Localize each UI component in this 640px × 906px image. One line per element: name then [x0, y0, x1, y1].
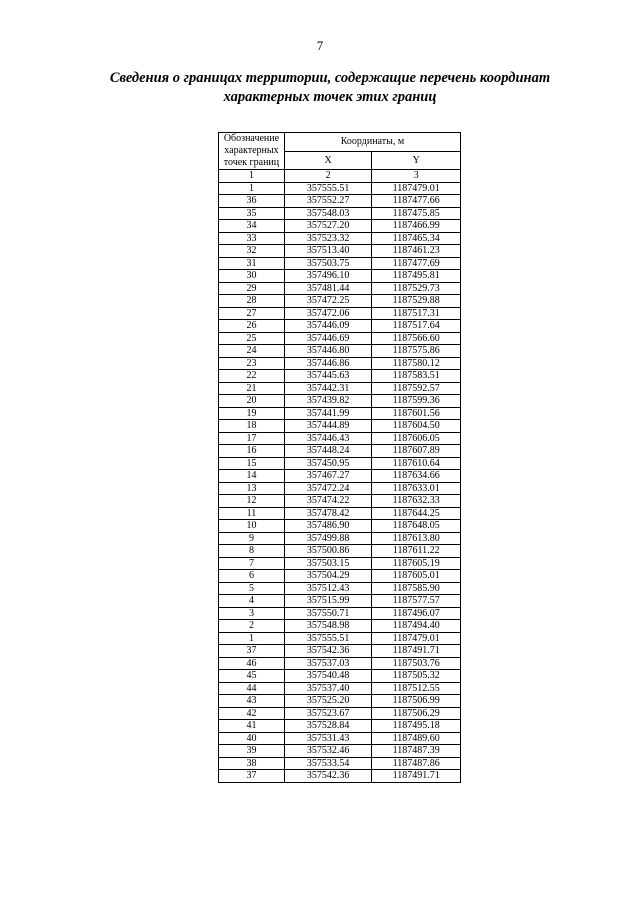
table-numbering-row	[219, 170, 461, 183]
table-row	[219, 332, 461, 345]
point-id-cell: 18	[219, 420, 285, 433]
y-coordinate-cell: 1187517.64	[372, 320, 461, 333]
y-coordinate-cell: 1187610.64	[372, 457, 461, 470]
y-header: Y	[372, 151, 461, 170]
x-coordinate-cell: 357448.24	[284, 445, 372, 458]
table-row	[219, 545, 461, 558]
y-coordinate-cell: 1187466.99	[372, 220, 461, 233]
table-row	[219, 595, 461, 608]
table-row	[219, 270, 461, 283]
y-coordinate-cell: 1187512.55	[372, 682, 461, 695]
y-coordinate-cell: 1187632.33	[372, 495, 461, 508]
y-coordinate-cell: 1187491.71	[372, 645, 461, 658]
table-row	[219, 257, 461, 270]
y-coordinate-cell: 1187605.19	[372, 557, 461, 570]
point-id-cell: 35	[219, 207, 285, 220]
y-coordinate-cell: 1187566.60	[372, 332, 461, 345]
x-coordinate-cell: 357531.43	[284, 732, 372, 745]
y-coordinate-cell: 1187479.01	[372, 632, 461, 645]
x-coordinate-cell: 357542.36	[284, 770, 372, 783]
table-row	[219, 307, 461, 320]
y-coordinate-cell: 1187479.01	[372, 182, 461, 195]
table-row	[219, 195, 461, 208]
table-row	[219, 282, 461, 295]
table-row	[219, 757, 461, 770]
table-row	[219, 420, 461, 433]
point-id-cell: 46	[219, 657, 285, 670]
numbering-cell: 2	[284, 170, 372, 183]
table-row	[219, 707, 461, 720]
y-coordinate-cell: 1187491.71	[372, 770, 461, 783]
point-id-cell: 10	[219, 520, 285, 533]
table-row	[219, 645, 461, 658]
y-coordinate-cell: 1187633.01	[372, 482, 461, 495]
y-coordinate-cell: 1187613.80	[372, 532, 461, 545]
point-id-cell: 33	[219, 232, 285, 245]
y-coordinate-cell: 1187634.66	[372, 470, 461, 483]
point-label-line-2: характерных	[224, 145, 279, 156]
point-id-cell: 17	[219, 432, 285, 445]
y-coordinate-cell: 1187580.12	[372, 357, 461, 370]
y-coordinate-cell: 1187607.89	[372, 445, 461, 458]
point-id-cell: 7	[219, 557, 285, 570]
table-header-row	[219, 133, 461, 152]
y-coordinate-cell: 1187494.40	[372, 620, 461, 633]
point-id-cell: 36	[219, 195, 285, 208]
y-coordinate-cell: 1187611.22	[372, 545, 461, 558]
table-row	[219, 582, 461, 595]
point-id-cell: 37	[219, 645, 285, 658]
point-id-cell: 27	[219, 307, 285, 320]
point-id-cell: 8	[219, 545, 285, 558]
heading-line-2: характерных точек этих границ	[223, 89, 437, 105]
point-id-cell: 16	[219, 445, 285, 458]
table-row	[219, 732, 461, 745]
x-coordinate-cell: 357446.86	[284, 357, 372, 370]
y-coordinate-cell: 1187489.60	[372, 732, 461, 745]
table-row	[219, 745, 461, 758]
x-coordinate-cell: 357500.86	[284, 545, 372, 558]
x-coordinate-cell: 357439.82	[284, 395, 372, 408]
coordinates-table	[218, 132, 461, 783]
x-coordinate-cell: 357503.75	[284, 257, 372, 270]
table-row	[219, 507, 461, 520]
x-coordinate-cell: 357450.95	[284, 457, 372, 470]
y-coordinate-cell: 1187517.31	[372, 307, 461, 320]
point-id-cell: 44	[219, 682, 285, 695]
point-id-cell: 32	[219, 245, 285, 258]
table-row	[219, 557, 461, 570]
table-row	[219, 207, 461, 220]
y-coordinate-cell: 1187503.76	[372, 657, 461, 670]
point-id-cell: 43	[219, 695, 285, 708]
table-row	[219, 220, 461, 233]
x-coordinate-cell: 357474.22	[284, 495, 372, 508]
table-row	[219, 245, 461, 258]
x-coordinate-cell: 357523.67	[284, 707, 372, 720]
x-coordinate-cell: 357445.63	[284, 370, 372, 383]
x-coordinate-cell: 357467.27	[284, 470, 372, 483]
numbering-cell: 1	[219, 170, 285, 183]
y-coordinate-cell: 1187575.86	[372, 345, 461, 358]
point-id-cell: 30	[219, 270, 285, 283]
point-id-cell: 34	[219, 220, 285, 233]
x-coordinate-cell: 357540.48	[284, 670, 372, 683]
table-row	[219, 182, 461, 195]
point-id-cell: 41	[219, 720, 285, 733]
point-label-line-3: точек границ	[223, 157, 280, 168]
y-coordinate-cell: 1187495.81	[372, 270, 461, 283]
point-id-cell: 26	[219, 320, 285, 333]
x-coordinate-cell: 357446.80	[284, 345, 372, 358]
point-id-cell: 1	[219, 182, 285, 195]
point-id-cell: 13	[219, 482, 285, 495]
x-coordinate-cell: 357446.43	[284, 432, 372, 445]
table-row	[219, 470, 461, 483]
y-coordinate-cell: 1187465.34	[372, 232, 461, 245]
y-coordinate-cell: 1187601.56	[372, 407, 461, 420]
x-coordinate-cell: 357441.99	[284, 407, 372, 420]
table-row	[219, 607, 461, 620]
point-id-cell: 14	[219, 470, 285, 483]
point-id-cell: 28	[219, 295, 285, 308]
x-coordinate-cell: 357525.20	[284, 695, 372, 708]
x-coordinate-cell: 357533.54	[284, 757, 372, 770]
coords-group-header: Координаты, м	[284, 133, 460, 152]
point-id-cell: 40	[219, 732, 285, 745]
y-coordinate-cell: 1187604.50	[372, 420, 461, 433]
point-id-cell: 37	[219, 770, 285, 783]
y-coordinate-cell: 1187506.99	[372, 695, 461, 708]
x-coordinate-cell: 357446.09	[284, 320, 372, 333]
x-coordinate-cell: 357537.40	[284, 682, 372, 695]
x-coordinate-cell: 357555.51	[284, 182, 372, 195]
x-coordinate-cell: 357504.29	[284, 570, 372, 583]
point-id-cell: 9	[219, 532, 285, 545]
table-row	[219, 345, 461, 358]
x-coordinate-cell: 357446.69	[284, 332, 372, 345]
point-id-cell: 20	[219, 395, 285, 408]
y-coordinate-cell: 1187648.05	[372, 520, 461, 533]
point-id-cell: 6	[219, 570, 285, 583]
table-row	[219, 295, 461, 308]
x-coordinate-cell: 357486.90	[284, 520, 372, 533]
table-row	[219, 570, 461, 583]
point-id-cell: 2	[219, 620, 285, 633]
x-coordinate-cell: 357523.32	[284, 232, 372, 245]
table-row	[219, 357, 461, 370]
x-coordinate-cell: 357478.42	[284, 507, 372, 520]
table-row	[219, 382, 461, 395]
table-row	[219, 320, 461, 333]
x-coordinate-cell: 357537.03	[284, 657, 372, 670]
point-id-cell: 12	[219, 495, 285, 508]
document-heading	[60, 69, 600, 107]
point-id-cell: 23	[219, 357, 285, 370]
y-coordinate-cell: 1187585.90	[372, 582, 461, 595]
point-label-line-1: Обозначение	[223, 133, 280, 144]
x-coordinate-cell: 357548.03	[284, 207, 372, 220]
y-coordinate-cell: 1187496.07	[372, 607, 461, 620]
y-coordinate-cell: 1187505.32	[372, 670, 461, 683]
x-coordinate-cell: 357552.27	[284, 195, 372, 208]
point-id-cell: 22	[219, 370, 285, 383]
x-coordinate-cell: 357472.24	[284, 482, 372, 495]
y-coordinate-cell: 1187487.86	[372, 757, 461, 770]
point-id-cell: 15	[219, 457, 285, 470]
table-row	[219, 620, 461, 633]
table-row	[219, 770, 461, 783]
y-coordinate-cell: 1187477.66	[372, 195, 461, 208]
x-coordinate-cell: 357532.46	[284, 745, 372, 758]
y-coordinate-cell: 1187475.85	[372, 207, 461, 220]
x-coordinate-cell: 357503.15	[284, 557, 372, 570]
y-coordinate-cell: 1187487.39	[372, 745, 461, 758]
y-coordinate-cell: 1187461.23	[372, 245, 461, 258]
x-coordinate-cell: 357481.44	[284, 282, 372, 295]
table-body	[219, 182, 461, 782]
x-coordinate-cell: 357542.36	[284, 645, 372, 658]
table-row	[219, 370, 461, 383]
y-coordinate-cell: 1187606.05	[372, 432, 461, 445]
x-coordinate-cell: 357472.25	[284, 295, 372, 308]
table-row	[219, 232, 461, 245]
x-coordinate-cell: 357499.88	[284, 532, 372, 545]
point-id-cell: 25	[219, 332, 285, 345]
point-id-cell: 3	[219, 607, 285, 620]
page-number: 7	[316, 38, 324, 53]
y-coordinate-cell: 1187592.57	[372, 382, 461, 395]
point-id-cell: 21	[219, 382, 285, 395]
point-id-cell: 29	[219, 282, 285, 295]
table-row	[219, 432, 461, 445]
table-row	[219, 720, 461, 733]
heading-line-1: Сведения о границах территории, содержащие перечень координат	[109, 70, 551, 86]
x-coordinate-cell: 357513.40	[284, 245, 372, 258]
table-row	[219, 532, 461, 545]
point-id-cell: 38	[219, 757, 285, 770]
point-id-cell: 42	[219, 707, 285, 720]
y-coordinate-cell: 1187506.29	[372, 707, 461, 720]
table-row	[219, 670, 461, 683]
x-coordinate-cell: 357472.06	[284, 307, 372, 320]
table-row	[219, 445, 461, 458]
point-id-cell: 4	[219, 595, 285, 608]
table-row	[219, 682, 461, 695]
x-coordinate-cell: 357555.51	[284, 632, 372, 645]
y-coordinate-cell: 1187529.73	[372, 282, 461, 295]
table-row	[219, 395, 461, 408]
point-id-cell: 11	[219, 507, 285, 520]
table-row	[219, 482, 461, 495]
x-coordinate-cell: 357527.20	[284, 220, 372, 233]
x-coordinate-cell: 357512.43	[284, 582, 372, 595]
point-id-cell: 39	[219, 745, 285, 758]
x-coordinate-cell: 357548.98	[284, 620, 372, 633]
y-coordinate-cell: 1187529.88	[372, 295, 461, 308]
y-coordinate-cell: 1187577.57	[372, 595, 461, 608]
x-coordinate-cell: 357442.31	[284, 382, 372, 395]
x-coordinate-cell: 357515.99	[284, 595, 372, 608]
point-id-cell: 19	[219, 407, 285, 420]
table-row	[219, 632, 461, 645]
table-row	[219, 695, 461, 708]
y-coordinate-cell: 1187644.25	[372, 507, 461, 520]
y-coordinate-cell: 1187495.18	[372, 720, 461, 733]
y-coordinate-cell: 1187605.01	[372, 570, 461, 583]
point-id-cell: 24	[219, 345, 285, 358]
table-row	[219, 520, 461, 533]
y-coordinate-cell: 1187477.69	[372, 257, 461, 270]
y-coordinate-cell: 1187583.51	[372, 370, 461, 383]
table-row	[219, 495, 461, 508]
x-coordinate-cell: 357444.89	[284, 420, 372, 433]
x-coordinate-cell: 357496.10	[284, 270, 372, 283]
point-id-cell: 45	[219, 670, 285, 683]
x-coordinate-cell: 357550.71	[284, 607, 372, 620]
point-label-header	[219, 133, 285, 170]
point-id-cell: 1	[219, 632, 285, 645]
point-id-cell: 31	[219, 257, 285, 270]
table-row	[219, 407, 461, 420]
x-coordinate-cell: 357528.84	[284, 720, 372, 733]
numbering-cell: 3	[372, 170, 461, 183]
x-header: X	[284, 151, 372, 170]
y-coordinate-cell: 1187599.36	[372, 395, 461, 408]
point-id-cell: 5	[219, 582, 285, 595]
table-row	[219, 457, 461, 470]
table-row	[219, 657, 461, 670]
